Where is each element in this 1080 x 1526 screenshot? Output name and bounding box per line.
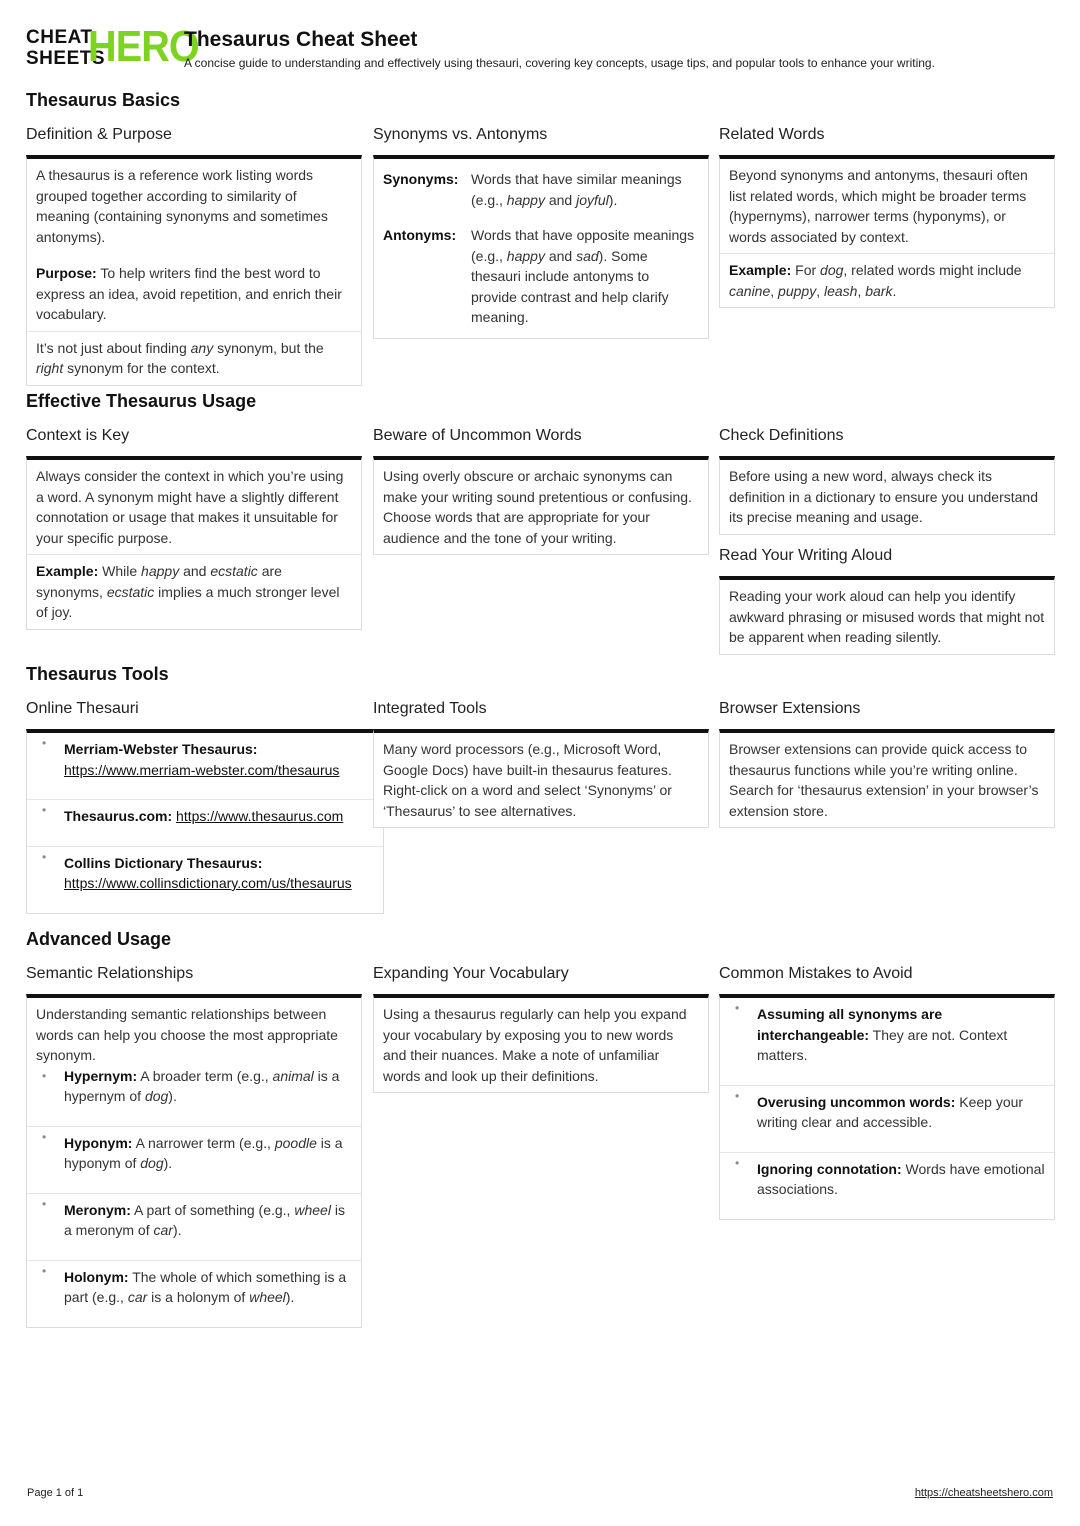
rel-pre: For	[791, 262, 821, 278]
sem-post: ).	[172, 1222, 182, 1238]
page-header	[26, 22, 1056, 76]
related-example-label: Example:	[729, 262, 792, 278]
sem-em: dog	[144, 1088, 169, 1104]
mistake-item-uncommon	[720, 1086, 1054, 1153]
sem-post: ).	[285, 1289, 295, 1305]
uncommon-text: Using overly obscure or archaic synonyms can make your writing sound pretentious or confusing. Choose words that are appropriate for your audience and the tone of your writing.	[383, 468, 692, 546]
online-item-label: Thesaurus.com:	[64, 808, 173, 824]
card-related	[719, 155, 1055, 308]
rel-em-puppy: puppy	[778, 282, 817, 299]
card-title-related: Related Words	[719, 126, 825, 143]
sem-post: ).	[168, 1088, 177, 1104]
rel-comma: ,	[857, 282, 866, 299]
online-item-collins	[27, 847, 383, 913]
card-title-uncommon: Beware of Uncommon Words	[373, 427, 582, 444]
card-title-mistakes: Common Mistakes to Avoid	[719, 965, 913, 982]
purpose-body: To help writers find the best word to express an idea, avoid repetition, and enrich their vocabulary.	[36, 265, 342, 322]
collins-link[interactable]: https://www.collinsdictionary.com/us/thesaurus	[64, 875, 352, 891]
syn-em-happy: happy	[506, 191, 545, 208]
aloud-block	[720, 580, 1054, 654]
rel-comma: ,	[816, 282, 824, 299]
syn-and: and	[544, 191, 577, 208]
check-text: Before using a new word, always check its definition in a dictionary to ensure you understand its precise meaning and usage.	[729, 468, 1038, 525]
ctx-pre: While	[98, 563, 142, 579]
page-title: Thesaurus Cheat Sheet	[184, 28, 418, 51]
note-em-any: any	[190, 339, 214, 356]
online-item-label: Collins Dictionary Thesaurus:	[64, 854, 263, 871]
sem-pre: A narrower term (e.g.,	[132, 1134, 275, 1151]
thesaurus-com-link[interactable]: https://www.thesaurus.com	[176, 808, 344, 824]
mistake-text: They are not. Context matters.	[757, 1026, 1008, 1063]
sem-mid: is a hyponym of	[64, 1134, 343, 1171]
card-aloud	[719, 576, 1055, 655]
ant-em-happy: happy	[506, 247, 545, 264]
ant-pre: Words that have opposite meanings (e.g.,	[471, 227, 695, 264]
check-block	[720, 460, 1054, 534]
sem-em: poodle	[274, 1134, 317, 1151]
antonyms-label: Antonyms:	[383, 227, 457, 243]
syn-post: ).	[608, 191, 618, 208]
integrated-block	[374, 733, 708, 827]
logo-text-sheets: SHEETS	[26, 48, 106, 69]
card-mistakes	[719, 994, 1055, 1220]
mistake-item-interchangeable	[720, 998, 1054, 1086]
card-title-definition: Definition & Purpose	[26, 126, 172, 143]
integrated-text: Many word processors (e.g., Microsoft Word, Google Docs) have built-in thesaurus features. Right-click on a word and select ‘Synonyms’ or ‘Thesaurus’ to see alternatives.	[383, 741, 672, 819]
online-item-merriam-webster	[27, 733, 383, 800]
page-number: Page 1 of 1	[27, 1487, 84, 1499]
context-text: Always consider the context in which you’re using a word. A synonym might have a slightly different connotation or usage that makes it unsuitable for your specific purpose.	[36, 468, 344, 546]
semantic-item-label: Holonym:	[64, 1268, 129, 1285]
vocab-block	[374, 998, 708, 1092]
antonyms-row	[374, 216, 708, 334]
sem-em: wheel	[294, 1201, 331, 1218]
sem-em: wheel	[249, 1289, 286, 1305]
mistake-item-connotation	[720, 1153, 1054, 1219]
related-example	[729, 260, 1045, 301]
semantic-item-label: Hypernym:	[64, 1067, 138, 1084]
card-title-integrated: Integrated Tools	[373, 700, 487, 717]
semantic-item-hypernym	[27, 1066, 361, 1127]
ctx-post: implies a much stronger level of joy.	[36, 583, 340, 620]
context-example-block	[27, 555, 361, 629]
rel-post: .	[892, 282, 897, 299]
sem-mid: is a hypernym of	[64, 1067, 340, 1104]
semantic-item-meronym	[27, 1194, 361, 1261]
rel-em-canine: canine	[729, 282, 771, 299]
rel-mid: , related words might include	[843, 262, 1022, 278]
semantic-item-label: Meronym:	[64, 1201, 131, 1218]
logo-text-cheat: CHEAT	[26, 27, 93, 48]
related-block	[720, 159, 1054, 254]
sem-em: animal	[272, 1067, 314, 1084]
card-context	[26, 456, 362, 630]
card-title-check: Check Definitions	[719, 427, 844, 444]
uncommon-block	[374, 460, 708, 554]
note-pre: It’s not just about finding	[36, 339, 191, 356]
cheatsheetshero-logo[interactable]	[26, 22, 199, 72]
synonyms-row	[374, 163, 708, 216]
semantic-item-holonym	[27, 1261, 361, 1327]
note-mid: synonym, but the	[213, 339, 324, 356]
rel-comma: ,	[770, 282, 779, 299]
semantic-intro: Understanding semantic relationships between words can help you choose the most appropriate synonym.	[36, 1006, 338, 1063]
section-title-usage: Effective Thesaurus Usage	[26, 391, 257, 411]
mistake-label: Assuming all synonyms are interchangeable:	[757, 1006, 943, 1043]
mistakes-list	[720, 998, 1054, 1219]
sem-pre: The whole of which something is a part (e.g.,	[64, 1268, 347, 1305]
extensions-text: Browser extensions can provide quick access to thesaurus functions while you’re writing online. Search for ‘thesaurus extension’ in your browser’s extension store.	[729, 741, 1039, 819]
card-title-aloud: Read Your Writing Aloud	[719, 547, 893, 564]
antonyms-value	[471, 225, 699, 328]
card-title-vocab: Expanding Your Vocabulary	[373, 965, 569, 982]
synonyms-label: Synonyms:	[383, 171, 459, 187]
rel-em-dog: dog	[820, 262, 844, 278]
synonyms-value	[471, 169, 699, 210]
card-synonyms	[373, 155, 709, 339]
ctx-em-ecstatic: ecstatic	[106, 583, 155, 600]
aloud-text: Reading your work aloud can help you identify awkward phrasing or misused words that might not be apparent when reading silently.	[729, 588, 1045, 645]
ant-and: and	[544, 247, 577, 264]
semantic-item-hyponym	[27, 1127, 361, 1194]
definition-text: A thesaurus is a reference work listing words grouped together according to similarity of meaning (containing synonyms and sometimes antonyms).	[36, 167, 328, 245]
merriam-webster-link[interactable]: https://www.merriam-webster.com/thesaurus	[64, 761, 340, 778]
card-extensions	[719, 729, 1055, 828]
sem-mid: is a meronym of	[64, 1201, 345, 1238]
mistake-text: Keep your writing clear and accessible.	[757, 1093, 1024, 1130]
definition-note	[36, 338, 352, 379]
card-title-context: Context is Key	[26, 427, 130, 444]
sem-pre: A broader term (e.g.,	[137, 1067, 273, 1084]
ctx-em-happy: happy	[141, 563, 180, 579]
sem-pre: A part of something (e.g.,	[130, 1201, 295, 1218]
context-example	[36, 561, 352, 623]
card-semantic	[26, 994, 362, 1328]
ctx-mid: are synonyms,	[36, 563, 282, 600]
purpose-text	[36, 263, 352, 325]
extensions-block	[720, 733, 1054, 827]
related-example-block	[720, 254, 1054, 307]
card-definition	[26, 155, 362, 386]
section-title-advanced: Advanced Usage	[26, 929, 172, 949]
online-item-thesaurus-com	[27, 800, 383, 847]
sem-post: ).	[163, 1155, 173, 1171]
semantic-list	[27, 1066, 361, 1327]
card-uncommon	[373, 456, 709, 555]
section-title-tools: Thesaurus Tools	[26, 664, 169, 684]
ant-em-sad: sad	[576, 247, 599, 264]
online-list	[27, 733, 383, 913]
purpose-label: Purpose:	[36, 265, 97, 281]
ant-post: ). Some thesauri include antonyms to provide contrast and help clarify meaning.	[471, 247, 669, 325]
card-integrated	[373, 729, 709, 828]
mistake-text: Words have emotional associations.	[757, 1160, 1045, 1197]
semantic-item-label: Hyponym:	[64, 1134, 133, 1151]
rel-em-bark: bark	[865, 282, 893, 299]
card-title-semantic: Semantic Relationships	[26, 965, 194, 982]
definition-note-block	[27, 332, 361, 385]
card-title-online: Online Thesauri	[26, 700, 139, 717]
online-item-label: Merriam-Webster Thesaurus:	[64, 741, 258, 757]
section-title-basics: Thesaurus Basics	[26, 90, 181, 110]
mistake-label: Ignoring connotation:	[757, 1160, 902, 1177]
context-example-label: Example:	[36, 563, 99, 579]
syn-pre: Words that have similar meanings (e.g.,	[471, 171, 682, 208]
context-block	[27, 460, 361, 555]
page-subtitle: A concise guide to understanding and effectively using thesauri, covering key concepts, usage tips, and popular tools to enhance your writing.	[184, 56, 935, 70]
note-em-right: right	[36, 360, 64, 376]
sem-em: dog	[140, 1155, 164, 1171]
rel-em-leash: leash	[823, 282, 858, 299]
card-title-synonyms: Synonyms vs. Antonyms	[373, 126, 548, 143]
card-title-extensions: Browser Extensions	[719, 700, 861, 717]
related-text: Beyond synonyms and antonyms, thesauri often list related words, which might be broader terms (hypernyms), narrower terms (hyponyms), or words associated by context.	[729, 167, 1028, 245]
sem-em: car	[127, 1289, 148, 1305]
definition-block	[27, 159, 361, 332]
sem-em: car	[153, 1222, 173, 1238]
footer-site-link[interactable]: https://cheatsheetshero.com	[914, 1487, 1053, 1499]
note-post: synonym for the context.	[63, 360, 220, 376]
card-online	[26, 729, 384, 914]
vocab-text: Using a thesaurus regularly can help you expand your vocabulary by exposing you to new words and their nuances. Make a note of unfamiliar words and look up their definitions.	[383, 1006, 687, 1084]
mistake-label: Overusing uncommon words:	[757, 1093, 956, 1110]
card-check	[719, 456, 1055, 535]
syn-em-joyful: joyful	[576, 191, 609, 208]
ctx-and: and	[179, 563, 211, 579]
logo-text-hero: HERO	[88, 22, 199, 71]
sem-mid: is a holonym of	[147, 1289, 250, 1305]
ctx-em-ecstatic: ecstatic	[210, 563, 258, 579]
card-vocab	[373, 994, 709, 1093]
semantic-intro-block	[27, 998, 361, 1066]
